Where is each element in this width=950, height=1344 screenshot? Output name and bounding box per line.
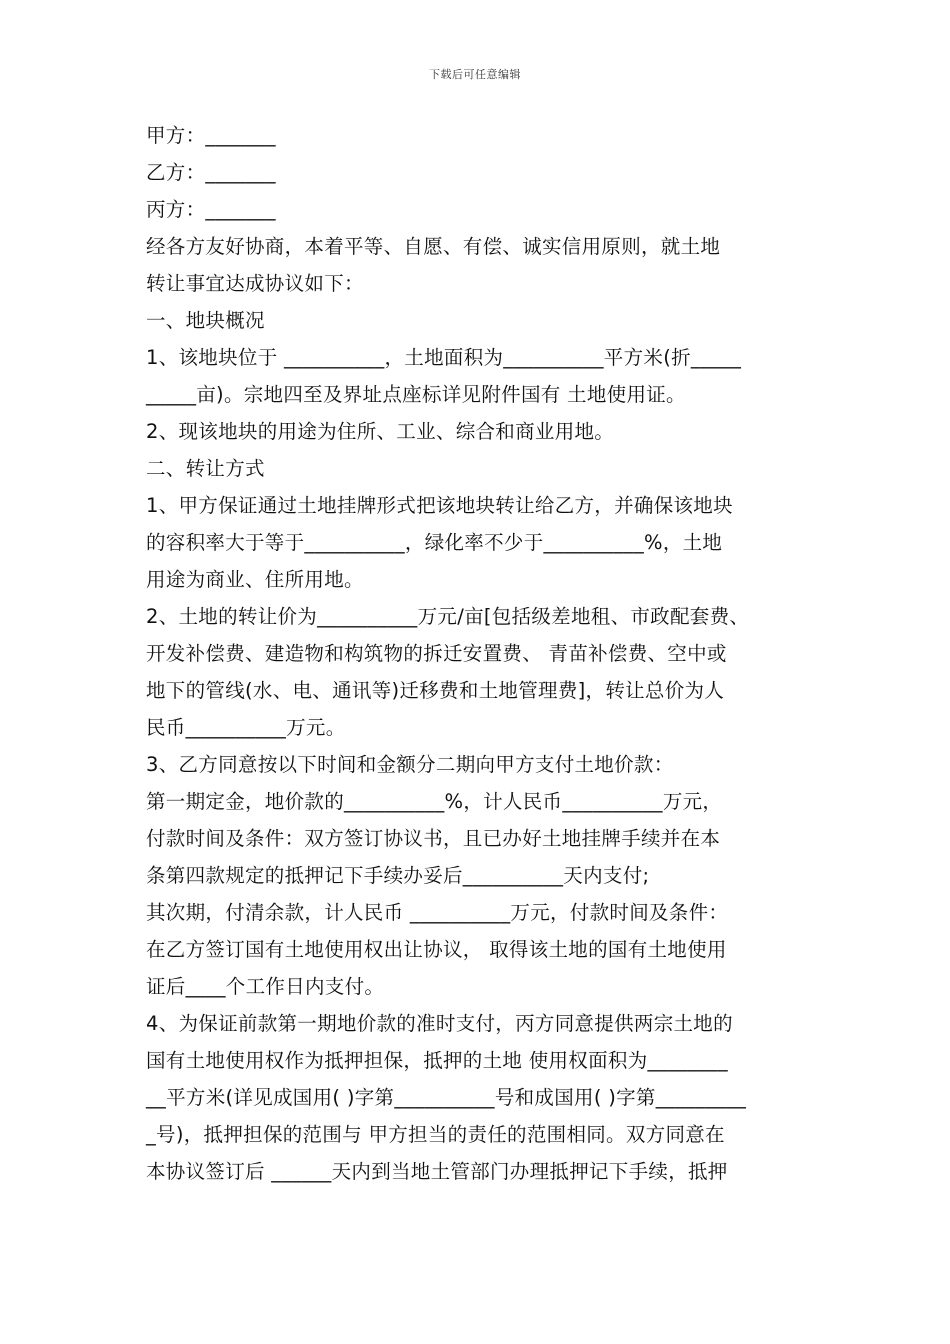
clause-line: 4、为保证前款第一期地价款的准时支付，丙方同意提供两宗土地的 <box>146 1012 733 1035</box>
party-c-line: 丙方：_______ <box>146 198 276 221</box>
clause-line: 国有土地使用权作为抵押担保，抵押的土地 使用权面积为________ <box>146 1049 728 1072</box>
clause-line: 条第四款规定的抵押记下手续办妥后__________天内支付; <box>146 864 650 887</box>
clause-line: 地下的管线(水、电、通讯等)迁移费和土地管理费]，转让总价为人 <box>146 679 725 702</box>
clause-line: __平方米(详见成国用( )字第__________号和成国用( )字第_________ <box>146 1086 747 1109</box>
clause-line: 第一期定金，地价款的__________%，计人民币__________万元， <box>146 790 723 813</box>
party-a-line: 甲方：_______ <box>146 124 276 147</box>
clause-line: 2、土地的转让价为__________万元/亩[包括级差地租、市政配套费、 <box>146 605 750 628</box>
clause-line: 2、现该地块的用途为住所、工业、综合和商业用地。 <box>146 420 615 443</box>
party-b-line: 乙方：_______ <box>146 161 276 184</box>
clause-line: 1、该地块位于 __________，土地面积为__________平方米(折_____ <box>146 346 742 369</box>
clause-line: 开发补偿费、建造物和构筑物的拆迁安置费、 青苗补偿费、空中或 <box>146 642 727 665</box>
clause-line: _号)，抵押担保的范围与 甲方担当的责任的范围相同。双方同意在 <box>146 1123 725 1146</box>
section-heading: 二、转让方式 <box>146 457 265 480</box>
clause-line: 付款时间及条件：双方签订协议书，且已办好土地挂牌手续并在本 <box>146 827 721 850</box>
clause-line: 民币__________万元。 <box>146 716 346 739</box>
clause-line: 在乙方签订国有土地使用权出让协议， 取得该土地的国有土地使用 <box>146 938 727 961</box>
preamble-line: 转让事宜达成协议如下： <box>146 272 364 295</box>
clause-line: 本协议签订后 ______天内到当地土管部门办理抵押记下手续，抵押 <box>146 1160 728 1183</box>
preamble-line: 经各方友好协商，本着平等、自愿、有偿、诚实信用原则，就土地 <box>146 235 721 258</box>
clause-line: 1、甲方保证通过土地挂牌形式把该地块转让给乙方，并确保该地块 <box>146 494 733 517</box>
clause-line: 用途为商业、住所用地。 <box>146 568 364 591</box>
clause-line: 3、乙方同意按以下时间和金额分二期向甲方支付土地价款： <box>146 753 674 776</box>
section-heading: 一、地块概况 <box>146 309 265 332</box>
clause-line: 的容积率大于等于__________，绿化率不少于__________%，土地 <box>146 531 723 554</box>
clause-line: 其次期，付清余款，计人民币 __________万元，付款时间及条件： <box>146 901 729 924</box>
clause-line: 证后____个工作日内支付。 <box>146 975 385 998</box>
page-header-note: 下载后可任意编辑 <box>429 68 521 81</box>
document-body <box>146 117 811 1190</box>
clause-line: _____亩)。宗地四至及界址点座标详见附件国有 土地使用证。 <box>146 383 686 406</box>
